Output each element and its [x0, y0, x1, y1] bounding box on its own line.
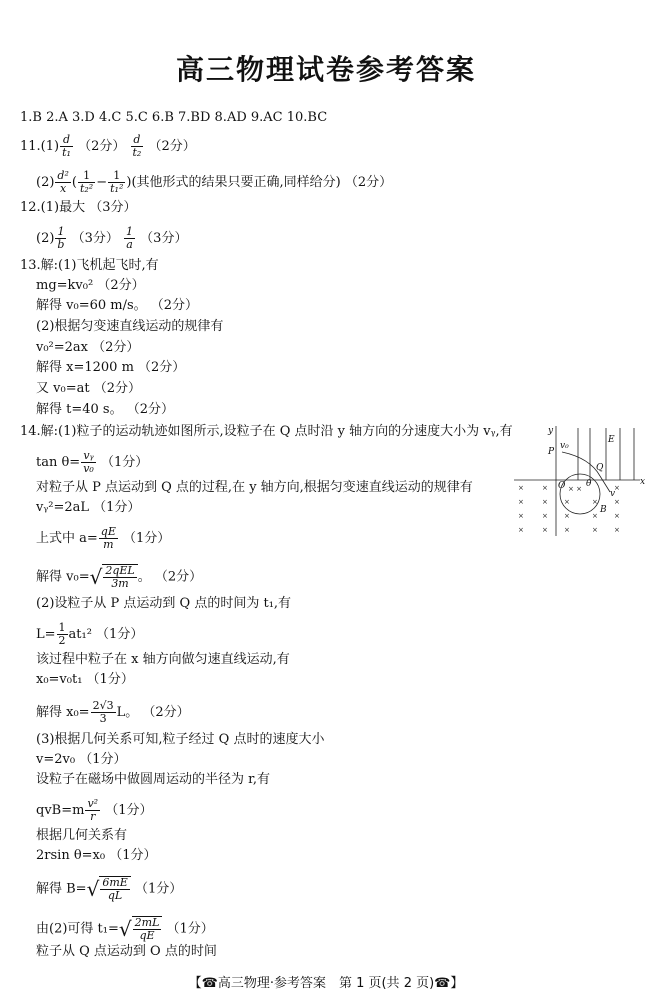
fraction: $\frac{1}{\text{t₁²}}$: [110, 169, 124, 195]
q14-line: qvB=m $\frac{\text{v²}}{r}$ （1分）: [36, 797, 153, 823]
svg-text:× ×: × ×: [568, 485, 582, 493]
svg-text:×: ×: [564, 498, 570, 506]
svg-text:×: ×: [542, 526, 548, 534]
q14-line: 解得 B=√ $\frac{6mE}{qL}$ （1分）: [36, 876, 183, 902]
q13-line: v₀²=2ax （2分）: [36, 340, 140, 355]
svg-text:×: ×: [614, 526, 620, 534]
svg-text:×: ×: [518, 512, 524, 520]
q12-line2: (2) $\frac{1}{b}$ （3分） $\frac{1}{a}$ （3分）: [36, 225, 188, 251]
q14-line: v=2v₀ （1分）: [36, 752, 127, 767]
label-Q: Q: [596, 463, 604, 473]
q13-line: 解得 t=40 s。 （2分）: [36, 402, 174, 417]
fraction: $\frac{1}{2}$: [58, 621, 66, 647]
q14-line: 由(2)可得 t₁=√ $\frac{2mL}{qE}$ （1分）: [36, 916, 214, 942]
svg-text:×: ×: [542, 498, 548, 506]
fraction: $\frac{2√3}{3}$: [92, 699, 114, 725]
label-y: y: [548, 426, 554, 436]
q14-line: 解得 x₀= $\frac{2√3}{3}$ L。 （2分）: [36, 699, 190, 725]
svg-text:×: ×: [614, 484, 620, 492]
q14-line: 根据几何关系有: [36, 828, 128, 843]
page-footer: 【☎高三物理·参考答案 第 1 页(共 2 页)☎】: [188, 976, 464, 991]
parabola-path: [562, 452, 600, 476]
q11-label: 11.(1): [20, 139, 60, 154]
fraction: $\frac{\text{d²}}{x}$: [57, 169, 69, 195]
fraction: $\frac{\text{vᵧ}}{\text{v₀}}$: [83, 449, 94, 475]
svg-text:×: ×: [614, 512, 620, 520]
page-title: 高三物理试卷参考答案: [175, 53, 476, 86]
q14-line: 对粒子从 P 点运动到 Q 点的过程,在 y 轴方向,根据匀变速直线运动的规律有: [36, 480, 473, 495]
label-E: E: [608, 435, 615, 445]
svg-text:×: ×: [542, 484, 548, 492]
q14-line: 该过程中粒子在 x 轴方向做匀速直线运动,有: [36, 652, 290, 667]
svg-text:×: ×: [592, 498, 598, 506]
svg-text:×: ×: [592, 526, 598, 534]
svg-text:×: ×: [564, 512, 570, 520]
sqrt: √ $\frac{6mE}{qL}$: [87, 876, 131, 902]
q13-line: 解得 x=1200 m （2分）: [36, 360, 186, 375]
sqrt: √ $\frac{\text{2qEL}}{3m}$: [90, 564, 138, 590]
fraction: $\frac{d}{\text{t₁}}$: [62, 133, 71, 159]
fraction: $\frac{1}{a}$: [126, 225, 134, 251]
q14-line: L= $\frac{1}{2}$ at₁² （1分）: [36, 621, 144, 647]
svg-text:×: ×: [518, 526, 524, 534]
svg-text:×: ×: [542, 512, 548, 520]
label-v0: v₀: [560, 441, 569, 451]
q11-line2: (2) $\frac{\text{d²}}{x}$ ( $\frac{1}{\text{t₂²}}$ − $\frac{1}{\text{t₁²}}$ )(其他形式的结果只要正确,同样给分) （2分）: [36, 169, 393, 195]
svg-text:×: ×: [592, 512, 598, 520]
q12-line1: 12.(1)最大 （3分）: [20, 200, 137, 215]
q14-line: x₀=v₀t₁ （1分）: [36, 672, 134, 687]
label-x: x: [640, 477, 646, 487]
label-theta: θ: [586, 479, 592, 489]
q14-line: tan θ= $\frac{\text{vᵧ}}{\text{v₀}}$ （1分）: [36, 449, 149, 475]
q13-line: 解得 v₀=60 m/s。 （2分）: [36, 298, 199, 313]
svg-text:×: ×: [518, 498, 524, 506]
q13-line: mg=kv₀² （2分）: [36, 278, 145, 293]
q13-line: (2)根据匀变速直线运动的规律有: [36, 319, 224, 334]
svg-text:×: ×: [564, 526, 570, 534]
q13-line: 又 v₀=at （2分）: [36, 381, 141, 396]
q14-line: 解得 v₀=√ $\frac{\text{2qEL}}{3m}$ 。 （2分）: [36, 564, 203, 590]
label-v: v: [610, 489, 616, 499]
fraction: $\frac{\text{v²}}{r}$: [87, 797, 99, 823]
fraction: $\frac{d}{\text{t₂}}$: [132, 133, 142, 159]
label-O: O: [558, 481, 566, 491]
q14-line: (3)根据几何关系可知,粒子经过 Q 点时的速度大小: [36, 732, 325, 747]
sqrt: √ $\frac{2mL}{qE}$: [119, 916, 162, 942]
q14-line: 14.解:(1)粒子的运动轨迹如图所示,设粒子在 Q 点时沿 y 轴方向的分速度大小为 vᵧ,有: [20, 424, 513, 439]
q13-line: 13.解:(1)飞机起飞时,有: [20, 258, 159, 273]
label-P: P: [548, 447, 555, 457]
fraction: $\frac{1}{b}$: [57, 225, 65, 251]
q14-line: 设粒子在磁场中做圆周运动的半径为 r,有: [36, 772, 271, 787]
fraction: $\frac{1}{\text{t₂²}}$: [79, 169, 94, 195]
q14-line: 粒子从 Q 点运动到 O 点的时间: [36, 944, 217, 959]
label-B: B: [600, 505, 607, 515]
choice-answers: 1.B 2.A 3.D 4.C 5.C 6.B 7.BD 8.AD 9.AC 10.BC: [20, 110, 328, 125]
q14-line: 2rsin θ=x₀ （1分）: [36, 848, 157, 863]
q11-line1: 11.(1) $\frac{d}{\text{t₁}}$ （2分） $\frac{d}{\text{t₂}}$ （2分）: [20, 133, 196, 159]
svg-text:×: ×: [518, 484, 524, 492]
q14-line: 上式中 a= $\frac{qE}{m}$ （1分）: [36, 525, 171, 551]
trajectory-diagram: [512, 424, 648, 542]
q14-line: (2)设粒子从 P 点运动到 Q 点的时间为 t₁,有: [36, 596, 292, 611]
q14-line: vᵧ²=2aL （1分）: [36, 500, 141, 515]
svg-text:×: ×: [614, 498, 620, 506]
fraction: $\frac{qE}{m}$: [100, 525, 116, 551]
